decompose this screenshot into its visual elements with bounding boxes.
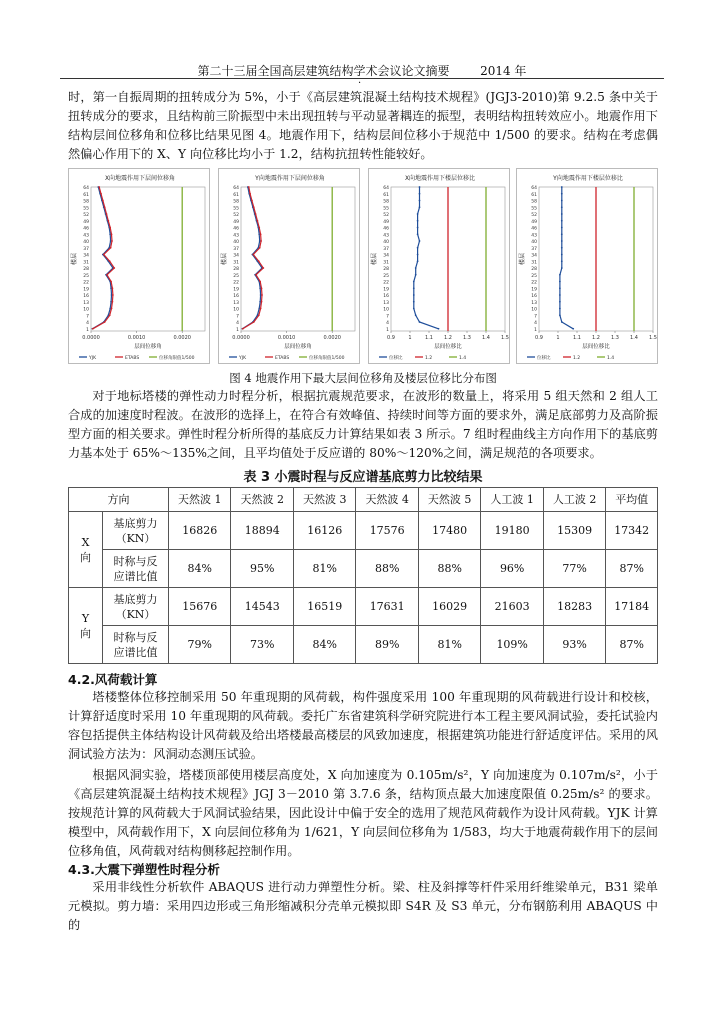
header-dot: · [358,78,362,89]
table-row [69,512,658,550]
series-line-1 [92,187,113,329]
legend-label: 位移角限值1/500 [159,356,195,361]
y-tick-label: 22 [233,280,239,286]
x-tick-label: 1.2 [592,335,600,341]
y-tick-label: 37 [83,246,89,252]
legend-label: 位移角限值1/500 [309,356,345,361]
y-tick-label: 4 [236,321,239,326]
legend-label: YJK [89,356,97,361]
x-axis-label: 层间位移角 [134,344,162,350]
header-cell: 天然波 3 [293,488,355,512]
y-tick-label: 1 [534,327,537,333]
data-point [561,213,563,215]
data-point [249,193,251,195]
data-point [561,193,563,195]
data-point [252,254,254,256]
y-tick-label: 7 [534,314,537,320]
header-cell: 天然波 4 [356,488,418,512]
data-point [572,328,574,330]
y-tick-label: 22 [531,280,537,286]
y-tick-label: 19 [233,287,239,293]
legend-label: 位移比 [389,356,403,361]
y-tick-label: 43 [83,233,89,239]
y-tick-label: 34 [233,253,239,259]
data-point [417,254,419,256]
table-cell: 84% [293,626,355,664]
y-tick-label: 10 [83,307,89,313]
y-tick-label: 37 [531,246,537,252]
data-point [561,227,563,229]
data-point [112,294,114,296]
y-tick-label: 34 [383,253,389,259]
table-cell: 88% [356,550,418,588]
y-tick-label: 58 [531,199,537,205]
table-cell: 15676 [169,588,231,626]
data-point [559,308,561,310]
chart-title: X向地震作用下层间位移角 [104,175,176,182]
data-point [561,233,563,235]
data-point [242,328,244,330]
table-cell: 95% [231,550,293,588]
chart-x-drift [68,168,210,364]
data-point [261,287,263,289]
data-point [415,267,417,269]
data-point [413,308,415,310]
data-point [260,240,262,242]
y-tick-label: 25 [233,273,239,279]
table-cell: 87% [606,626,658,664]
chart-title: Y向地震作用下层间位移角 [255,175,325,182]
y-tick-label: 46 [233,226,239,232]
header-year: 2014 年 [480,64,527,78]
chart-y-ratio [516,168,658,364]
y-tick-label: 31 [233,260,239,266]
data-point [258,314,260,316]
data-point [104,206,106,208]
y-tick-label: 43 [531,233,537,239]
y-tick-label: 28 [531,267,537,272]
y-tick-label: 49 [233,219,239,225]
row-label-cell: 时称与反 应谱比值 [103,550,169,588]
table-cell: 84% [169,550,231,588]
data-point [561,267,563,269]
data-point [417,233,419,235]
data-point [104,321,106,323]
table-cell: 89% [356,626,418,664]
y-tick-label: 37 [233,246,239,252]
y-axis-label: 楼层 [71,252,78,266]
y-tick-label: 49 [83,219,89,225]
data-point [106,213,108,215]
row-label-cell: 基底剪力 （KN） [103,588,169,626]
data-point [109,227,111,229]
table-header-row [69,488,658,512]
y-tick-label: 40 [531,240,537,245]
header-cell: 人工波 1 [481,488,543,512]
table-cell: 16826 [169,512,231,550]
y-tick-label: 16 [83,294,89,299]
header-cell: 天然波 5 [418,488,480,512]
y-tick-label: 31 [531,260,537,266]
table-cell: 19180 [481,512,543,550]
series-line-1 [414,187,439,329]
y-tick-label: 43 [233,233,239,239]
table-cell: 79% [169,626,231,664]
y-tick-label: 13 [83,300,89,306]
data-point [561,206,563,208]
y-tick-label: 34 [83,253,89,259]
chart-title: Y向地震作用下楼层位移比 [553,175,623,182]
data-point [259,247,261,249]
y-tick-label: 10 [531,307,537,313]
data-point [419,200,421,202]
y-tick-label: 13 [531,300,537,306]
header-cell: 方向 [69,488,169,512]
data-point [413,301,415,303]
y-axis-label: 楼层 [519,252,526,266]
y-tick-label: 1 [236,327,239,333]
data-point [559,294,561,296]
figure-4 [68,168,658,364]
y-tick-label: 61 [531,192,537,198]
data-point [559,301,561,303]
paragraph-torsion: 时，第一自振周期的扭转成分为 5%，小于《高层建筑混凝土结构技术规程》(JGJ3-2010)第 9.2.5 条中关于扭转成分的要求，且结构前三阶振型中未出现扭转与平动显著耦连的振型，表明结构扭转效应小。地震作用下结构层间位移角和位移比结果见图 4。地震作用下，结构层间位移小于规范中 1/500 的要求。结构在考虑偶然偏心作用下的 X、Y 向位移比均小于 1.2，结构抗扭转性能较好。 [68,90,658,161]
paragraph-abaqus: 采用非线性分析软件 ABAQUS 进行动力弹塑性分析。梁、柱及斜撑等杆件采用纤维梁单元，B31 梁单元模拟。剪力墙：采用四边形或三角形缩减积分壳单元模拟即 S4R 及 S3 单元，分布钢筋利用 ABAQUS 中的 [68,880,658,932]
legend-label: ETABS [275,356,290,361]
y-tick-label: 40 [83,240,89,245]
table-cell: 93% [543,626,605,664]
data-point [112,301,114,303]
paragraph-wind-load: 塔楼整体位移控制采用 50 年重现期的风荷载，构件强度采用 100 年重现期的风荷载进行设计和校核，计算舒适度时采用 10 年重现期的风荷载。委托广东省建筑科学研究院进行本工程主要风洞试验，委托试验内容包括提供主体结构设计风荷载及给出塔楼最高楼层的风致加速度，根据建筑功能进行舒适度评估。采用的风洞试验方法为：风洞动态测压试验。 [68,690,658,761]
table-cell: 17184 [606,588,658,626]
y-tick-label: 49 [383,219,389,225]
data-point [258,227,260,229]
data-point [419,206,421,208]
y-tick-label: 46 [383,226,389,232]
data-point [109,314,111,316]
data-point [255,213,257,215]
y-tick-label: 55 [383,206,389,212]
y-tick-label: 22 [383,280,389,286]
data-point [559,287,561,289]
row-label-cell: 基底剪力 （KN） [103,512,169,550]
data-point [109,260,111,262]
section-heading-wind: 4.2.风荷载计算 [68,672,158,687]
header-cell: 平均值 [606,488,658,512]
data-point [419,186,421,188]
data-point [559,274,561,276]
running-header [60,62,664,79]
header-rule [60,78,664,79]
y-tick-label: 46 [83,226,89,232]
x-tick-label: 1.4 [482,335,490,341]
header-cell: 天然波 1 [169,488,231,512]
table-title: 表 3 小震时程与反应谱基底剪力比较结果 [243,470,483,485]
legend-label: 位移比 [537,356,551,361]
y-tick-label: 58 [233,199,239,205]
table-cell: 18283 [543,588,605,626]
x-tick-label: 0.0000 [232,335,250,341]
data-point [110,247,112,249]
table-cell: 17576 [356,512,418,550]
y-tick-label: 61 [83,192,89,198]
chart-title: X向地震作用下楼层位移比 [404,175,476,182]
table-row [69,626,658,664]
y-tick-label: 19 [83,287,89,293]
y-tick-label: 37 [383,246,389,252]
data-point [413,281,415,283]
base-shear-table [68,487,658,664]
legend-label: 1.4 [459,356,467,361]
y-tick-label: 52 [83,213,89,218]
data-point [417,227,419,229]
legend-label: 1.2 [573,356,581,361]
y-tick-label: 7 [86,314,89,320]
y-tick-label: 1 [86,327,89,333]
data-point [419,193,421,195]
x-tick-label: 1.5 [649,335,657,341]
y-tick-label: 7 [386,314,389,320]
table-cell: 109% [481,626,543,664]
data-point [561,186,563,188]
data-point [260,233,262,235]
data-point [257,220,259,222]
figure-caption: 图 4 地震作用下最大层间位移角及楼层位移比分布图 [229,371,497,385]
y-tick-label: 46 [531,226,537,232]
y-tick-label: 61 [233,192,239,198]
legend-label: 1.2 [425,356,433,361]
data-point [561,200,563,202]
data-point [415,274,417,276]
data-point [261,294,263,296]
x-tick-label: 1 [556,335,560,341]
table-cell: 21603 [481,588,543,626]
x-tick-label: 1.1 [425,335,433,341]
data-point [561,220,563,222]
y-tick-label: 7 [236,314,239,320]
table-cell: 17342 [606,512,658,550]
x-tick-label: 0.0010 [277,335,296,341]
paragraph-wind-tunnel: 根据风洞实验，塔楼顶部使用楼层高度处，X 向加速度为 0.105m/s²，Y 向加速度为 0.107m/s²，小于《高层建筑混凝土结构技术规程》JGJ 3－2010 第 3.7.6 条，结构顶点最大加速度限值 0.25m/s² 的要求。按规范计算的风荷载大于风洞试验结果，因此设计中偏于安全的选用了规范风荷载作为设计风荷载。YJK 计算模型中，风荷载作用下，X 向层间位移角为 1/621，Y 向层间位移角为 1/583，均大于地震荷载作用下的层间位移角值，风荷载对结构侧移起控制作用。 [68,768,658,858]
header-cell: 人工波 2 [543,488,605,512]
data-point [413,294,415,296]
y-tick-label: 4 [534,321,537,326]
data-point [561,247,563,249]
y-axis-label: 楼层 [371,252,378,266]
data-point [417,247,419,249]
legend-label: YJK [239,356,247,361]
x-tick-label: 0.0000 [82,335,100,341]
y-tick-label: 16 [531,294,537,299]
data-point [413,287,415,289]
y-tick-label: 10 [383,307,389,313]
data-point [258,260,260,262]
table-cell: 87% [606,550,658,588]
data-point [561,260,563,262]
plot-area [241,187,355,331]
y-tick-label: 64 [233,186,239,191]
y-tick-label: 4 [86,321,89,326]
y-tick-label: 58 [83,199,89,205]
y-tick-label: 16 [383,294,389,299]
y-tick-label: 64 [531,186,537,191]
y-tick-label: 25 [531,273,537,279]
y-tick-label: 55 [531,206,537,212]
table-cell: 81% [293,550,355,588]
data-point [262,267,264,269]
data-point [100,193,102,195]
y-tick-label: 40 [383,240,389,245]
data-point [559,281,561,283]
data-point [111,233,113,235]
data-point [419,240,421,242]
x-tick-label: 0.9 [387,335,395,341]
table-cell: 17480 [418,512,480,550]
data-point [438,328,440,330]
table-cell: 15309 [543,512,605,550]
y-tick-label: 58 [383,199,389,205]
data-point [253,321,255,323]
data-point [559,314,561,316]
y-tick-label: 13 [233,300,239,306]
x-tick-label: 0.9 [535,335,543,341]
x-axis-label: 层间位移角 [284,344,312,350]
data-point [419,321,421,323]
table-cell: 73% [231,626,293,664]
x-tick-label: 1 [408,335,412,341]
y-tick-label: 40 [233,240,239,245]
x-axis-label: 层间位移比 [434,344,462,350]
y-tick-label: 28 [83,267,89,272]
row-label-cell: 时称与反 应谱比值 [103,626,169,664]
table-cell: 81% [418,626,480,664]
data-point [259,281,261,283]
data-point [111,240,113,242]
x-tick-label: 1.3 [611,335,619,341]
data-point [561,321,563,323]
legend-label: ETABS [125,356,140,361]
data-point [110,281,112,283]
legend-label: 1.4 [607,356,615,361]
table-cell: 88% [418,550,480,588]
x-tick-label: 1.5 [501,335,509,341]
data-point [111,308,113,310]
data-point [253,206,255,208]
y-tick-label: 34 [531,253,537,259]
y-tick-label: 64 [83,186,89,191]
data-point [561,240,563,242]
data-point [417,213,419,215]
y-tick-label: 52 [233,213,239,218]
x-tick-label: 1.3 [463,335,471,341]
direction-cell: X 向 [69,512,103,588]
y-tick-label: 52 [383,213,389,218]
table-row [69,550,658,588]
y-tick-label: 22 [83,280,89,286]
data-point [561,254,563,256]
table-cell: 14543 [231,588,293,626]
x-tick-label: 0.0020 [173,335,191,341]
x-tick-label: 1.1 [573,335,581,341]
y-tick-label: 4 [386,321,389,326]
data-point [113,267,115,269]
x-tick-label: 1.4 [630,335,638,341]
table-cell: 16126 [293,512,355,550]
y-tick-label: 19 [383,287,389,293]
header-cell: 天然波 2 [231,488,293,512]
direction-cell: Y 向 [69,588,103,664]
y-tick-label: 16 [233,294,239,299]
y-tick-label: 19 [531,287,537,293]
table-row [69,588,658,626]
y-axis-label: 楼层 [221,252,228,266]
data-point [260,308,262,310]
x-tick-label: 1.2 [444,335,452,341]
table-cell: 16029 [418,588,480,626]
x-tick-label: 0.0010 [127,335,146,341]
table-cell: 77% [543,550,605,588]
y-tick-label: 31 [383,260,389,266]
y-tick-label: 52 [531,213,537,218]
y-tick-label: 61 [383,192,389,198]
y-tick-label: 28 [383,267,389,272]
y-tick-label: 55 [233,206,239,212]
series-line-1 [242,187,262,329]
y-tick-label: 10 [233,307,239,313]
data-point [417,220,419,222]
y-tick-label: 25 [383,273,389,279]
section-heading-elastoplastic: 4.3.大震下弹塑性时程分析 [68,862,220,877]
chart-x-ratio [368,168,510,364]
data-point [92,328,94,330]
data-point [261,301,263,303]
data-point [106,274,108,276]
data-point [98,186,100,188]
chart-y-drift [218,168,360,364]
y-tick-label: 64 [383,186,389,191]
data-point [107,220,109,222]
paragraph-time-history: 对于地标塔楼的弹性动力时程分析，根据抗震规范要求，在波形的数量上，将采用 5 组天然和 2 组人工合成的加速度时程波。在波形的选择上，在符合有效峰值、持续时间等方面的要求外，满足底部剪力及高阶振型方面的相关要求。弹性时程分析所得的基底反力计算结果如表 3 所示。7 组时程曲线主方向作用下的基底剪力基本处于 65%～135%之间，且平均值处于反应谱的 80%～120%之间，满足规范的各项要求。 [68,389,658,460]
table-cell: 96% [481,550,543,588]
y-tick-label: 1 [386,327,389,333]
data-point [248,186,250,188]
table-cell: 18894 [231,512,293,550]
data-point [112,287,114,289]
header-title: 第二十三届全国高层建筑结构学术会议论文摘要 [197,64,450,78]
data-point [251,200,253,202]
series-line-1 [560,187,573,329]
data-point [415,314,417,316]
y-tick-label: 31 [83,260,89,266]
x-tick-label: 0.0020 [323,335,341,341]
data-point [103,254,105,256]
data-point [102,200,104,202]
data-point [255,274,257,276]
y-tick-label: 55 [83,206,89,212]
x-axis-label: 层间位移比 [582,344,610,350]
y-tick-label: 13 [383,300,389,306]
y-tick-label: 28 [233,267,239,272]
table-cell: 17631 [356,588,418,626]
y-tick-label: 25 [83,273,89,279]
y-tick-label: 43 [383,233,389,239]
table-cell: 16519 [293,588,355,626]
data-point [417,260,419,262]
y-tick-label: 49 [531,219,537,225]
